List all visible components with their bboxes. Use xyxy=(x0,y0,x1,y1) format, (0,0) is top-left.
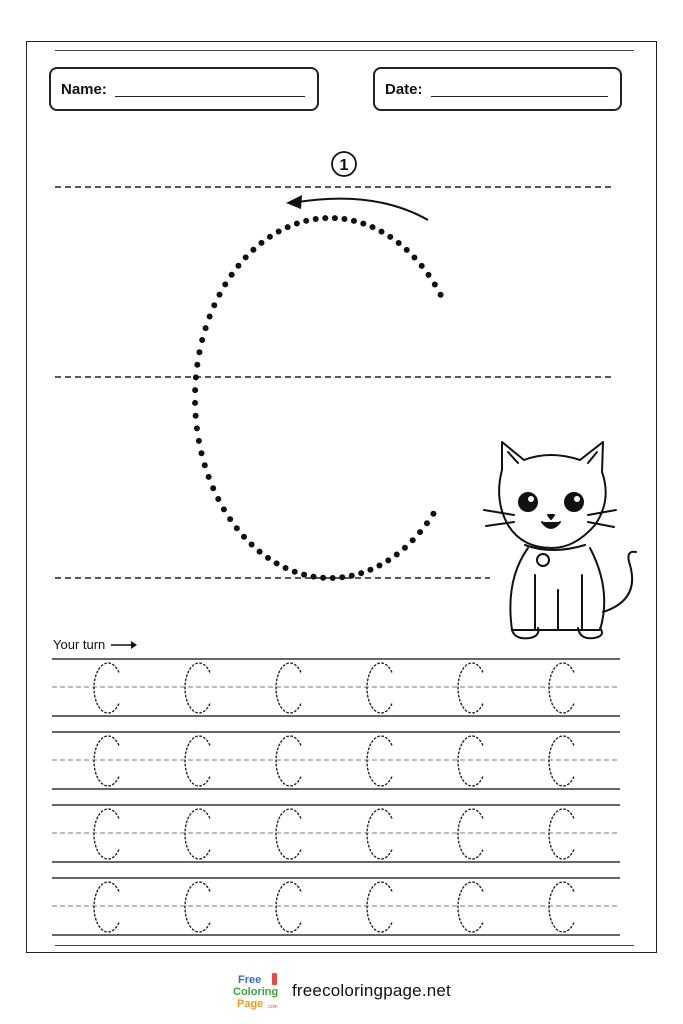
tracing-dot xyxy=(192,387,198,393)
tracing-dot xyxy=(276,229,282,235)
tracing-dot xyxy=(196,349,202,355)
tracing-dot xyxy=(349,573,355,579)
tracing-dot xyxy=(227,516,233,522)
tracing-dot xyxy=(229,272,235,278)
trace-letter-c[interactable] xyxy=(276,736,301,786)
tracing-dot xyxy=(301,572,307,578)
tracing-dot xyxy=(370,224,376,230)
trace-letter-c[interactable] xyxy=(94,663,119,713)
tracing-dot xyxy=(330,575,336,581)
logo-word-coloring: Coloring xyxy=(232,986,279,998)
tracing-dot xyxy=(203,325,209,331)
trace-letter-c[interactable] xyxy=(549,809,574,859)
tracing-dot xyxy=(207,313,213,319)
tracing-dot xyxy=(258,240,264,246)
tracing-dot xyxy=(419,263,425,269)
tracing-dot xyxy=(274,560,280,566)
tracing-dot xyxy=(387,234,393,240)
tracing-dot xyxy=(410,537,416,543)
tracing-dot xyxy=(411,255,417,261)
trace-letter-c[interactable] xyxy=(367,809,392,859)
tracing-dot xyxy=(339,574,345,580)
trace-letter-c[interactable] xyxy=(94,809,119,859)
tracing-dot xyxy=(351,218,357,224)
trace-letter-c[interactable] xyxy=(458,736,483,786)
trace-letter-c[interactable] xyxy=(185,663,210,713)
practice-rows xyxy=(52,659,620,935)
trace-letter-c[interactable] xyxy=(367,663,392,713)
site-url[interactable]: freecoloringpage.net xyxy=(291,981,451,1000)
tracing-dot xyxy=(193,413,199,419)
tracing-dot xyxy=(313,216,319,222)
trace-letter-c[interactable] xyxy=(94,882,119,932)
tracing-dot xyxy=(194,425,200,431)
logo-suffix: .com xyxy=(266,1004,278,1010)
stroke-number: 1 xyxy=(339,157,349,174)
trace-letter-c[interactable] xyxy=(458,882,483,932)
tracing-dot xyxy=(432,282,438,288)
tracing-dot xyxy=(332,215,338,221)
tracing-dot xyxy=(358,570,364,576)
crayon-icon xyxy=(272,973,277,985)
tracing-dot xyxy=(385,557,391,563)
stroke-number-badge xyxy=(332,152,356,176)
tracing-dot xyxy=(210,485,216,491)
trace-letter-c[interactable] xyxy=(276,882,301,932)
trace-letter-c[interactable] xyxy=(185,882,210,932)
trace-letter-c[interactable] xyxy=(185,736,210,786)
trace-letter-c[interactable] xyxy=(276,809,301,859)
trace-letter-c[interactable] xyxy=(185,809,210,859)
tracing-dot xyxy=(303,218,309,224)
trace-letter-c[interactable] xyxy=(276,663,301,713)
tracing-dot xyxy=(283,565,289,571)
trace-letter-c[interactable] xyxy=(458,809,483,859)
practice-row xyxy=(52,878,620,935)
tracing-dot xyxy=(376,562,382,568)
tracing-dot xyxy=(360,221,366,227)
tracing-dot xyxy=(394,551,400,557)
tracing-dot xyxy=(424,520,430,526)
tracing-dot xyxy=(285,224,291,230)
tracing-dot xyxy=(241,534,247,540)
tracing-dot xyxy=(196,438,202,444)
tracing-dot xyxy=(194,362,200,368)
tracing-dot xyxy=(202,462,208,468)
tracing-dot xyxy=(234,525,240,531)
tracing-dot xyxy=(438,292,444,298)
tracing-dot xyxy=(430,511,436,517)
trace-letter-c[interactable] xyxy=(458,663,483,713)
tracing-dot xyxy=(402,545,408,551)
logo-word-free: Free xyxy=(237,974,262,986)
tracing-dot xyxy=(206,474,212,480)
tracing-dot xyxy=(322,215,328,221)
trace-letter-c[interactable] xyxy=(549,663,574,713)
tracing-dot xyxy=(215,496,221,502)
name-label: Name: xyxy=(61,80,107,98)
tracing-dot xyxy=(341,216,347,222)
tracing-dot xyxy=(379,229,385,235)
tracing-dot xyxy=(249,542,255,548)
site-logo[interactable] xyxy=(232,971,284,1011)
trace-letter-c[interactable] xyxy=(549,736,574,786)
tracing-dot xyxy=(211,302,217,308)
tracing-dot xyxy=(257,549,263,555)
tracing-dot xyxy=(199,337,205,343)
tracing-dot xyxy=(193,374,199,380)
trace-letter-c[interactable] xyxy=(367,882,392,932)
tracing-dot xyxy=(426,272,432,278)
practice-row xyxy=(52,659,620,716)
your-turn-label: Your turn xyxy=(53,637,106,652)
tracing-dot xyxy=(367,567,373,573)
cat-icon xyxy=(484,442,636,638)
practice-row xyxy=(52,805,620,862)
tracing-dot xyxy=(265,555,271,561)
tracing-dot xyxy=(222,281,228,287)
tracing-dot xyxy=(320,575,326,581)
tracing-dot xyxy=(311,574,317,580)
tracing-dot xyxy=(404,247,410,253)
date-label: Date: xyxy=(385,80,423,98)
stroke-direction-arrow-icon xyxy=(286,195,428,220)
tracing-dot xyxy=(292,569,298,575)
trace-letter-c[interactable] xyxy=(367,736,392,786)
logo-graphic xyxy=(232,971,284,1011)
tracing-dot xyxy=(243,254,249,260)
tracing-dot xyxy=(294,221,300,227)
practice-row xyxy=(52,732,620,789)
tracing-dot xyxy=(417,529,423,535)
footer xyxy=(0,968,683,1014)
tracing-dot xyxy=(221,506,227,512)
tracing-dot xyxy=(192,400,198,406)
tracing-dot xyxy=(199,450,205,456)
trace-letter-c[interactable] xyxy=(94,736,119,786)
big-dotted-letter-c xyxy=(192,215,444,581)
trace-letter-c[interactable] xyxy=(549,882,574,932)
tracing-dot xyxy=(235,263,241,269)
logo-word-page: Page xyxy=(236,998,264,1010)
tracing-dot xyxy=(396,240,402,246)
tracing-dot xyxy=(250,247,256,253)
tracing-dot xyxy=(267,234,273,240)
tracing-dot xyxy=(217,292,223,298)
